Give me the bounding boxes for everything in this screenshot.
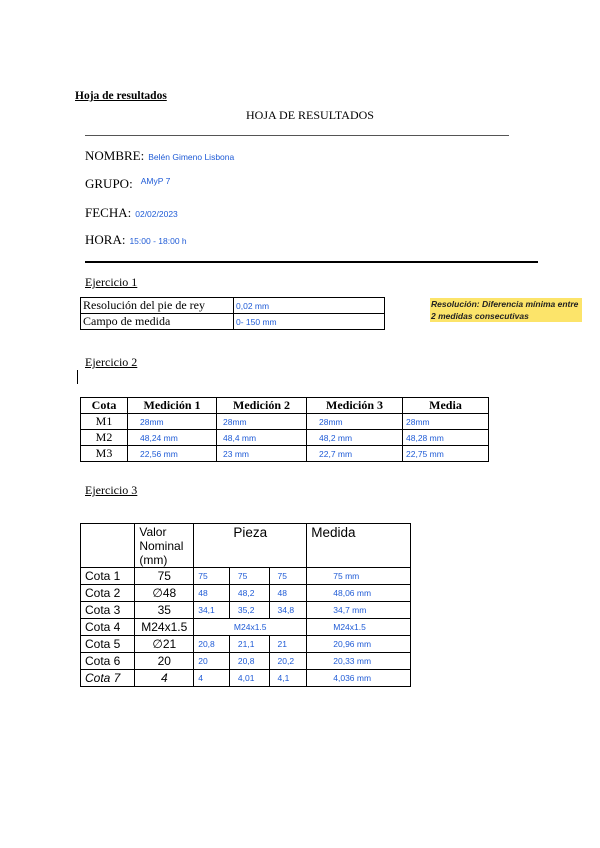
table-cell-label: Resolución del pie de rey (81, 298, 234, 314)
ejercicio3-title: Ejercicio 3 (85, 483, 138, 497)
pieza-value: 21 (269, 636, 307, 653)
nominal-value: 75 (135, 568, 194, 585)
medida-value: 48,06 mm (307, 585, 411, 602)
cota-cell: M3 (81, 446, 128, 462)
field-label: GRUPO: (85, 176, 133, 191)
nominal-value: 20 (135, 653, 194, 670)
pieza-value: 4,01 (229, 670, 269, 687)
value-cell: 23 mm (217, 446, 307, 462)
pieza-value: 21,1 (229, 636, 269, 653)
pieza-merged-value: M24x1.5 (194, 619, 307, 636)
nominal-value: ∅21 (135, 636, 194, 653)
pieza-value: 48,2 (229, 585, 269, 602)
value-cell: 28mm (307, 414, 403, 430)
table-row (81, 602, 411, 619)
value-cell: 48,2 mm (307, 430, 403, 446)
field-value: 15:00 - 18:00 h (129, 236, 187, 246)
medida-header: Medida (307, 524, 411, 568)
field-nombre (85, 147, 234, 165)
medida-value: 34,7 mm (307, 602, 411, 619)
cota-label: Cota 7 (81, 670, 135, 687)
value-cell: 22,75 mm (403, 446, 489, 462)
field-value: AMyP 7 (140, 176, 171, 186)
pieza-value: 48 (194, 585, 230, 602)
header-divider (85, 261, 538, 263)
text-cursor (77, 370, 78, 384)
resolution-table (80, 297, 385, 330)
pieza-value: 34,8 (269, 602, 307, 619)
cota-cell: M2 (81, 430, 128, 446)
table-row (81, 414, 489, 430)
pieza-value: 20,8 (194, 636, 230, 653)
cota-cell: M1 (81, 414, 128, 430)
medida-value: 20,96 mm (307, 636, 411, 653)
table-row (81, 670, 411, 687)
table-row (81, 619, 411, 636)
table-row (81, 430, 489, 446)
pieza-value: 34,1 (194, 602, 230, 619)
table-header-row (81, 398, 489, 414)
pieza-value: 20,8 (229, 653, 269, 670)
pieza-value: 48 (269, 585, 307, 602)
value-cell: 28mm (217, 414, 307, 430)
field-hora (85, 231, 187, 249)
top-divider (85, 135, 509, 136)
value-cell: 28mm (403, 414, 489, 430)
measurements-table (80, 397, 489, 462)
nominal-value: 4 (135, 670, 194, 687)
medida-value: 4,036 mm (307, 670, 411, 687)
nominal-header: Valor Nominal (mm) (135, 524, 194, 568)
column-header: Medición 1 (128, 398, 217, 414)
page-title: HOJA DE RESULTADOS (246, 108, 374, 122)
cota-label: Cota 6 (81, 653, 135, 670)
nominal-value: M24x1.5 (135, 619, 194, 636)
value-cell: 28mm (128, 414, 217, 430)
cota-label: Cota 3 (81, 602, 135, 619)
field-grupo (85, 175, 171, 193)
medida-value: M24x1.5 (307, 619, 411, 636)
table-row (81, 585, 411, 602)
nominal-value: ∅48 (135, 585, 194, 602)
field-label: FECHA: (85, 205, 132, 220)
small-heading: Hoja de resultados (75, 90, 167, 102)
cota-label: Cota 4 (81, 619, 135, 636)
cota-label: Cota 5 (81, 636, 135, 653)
field-fecha (85, 204, 178, 222)
table-row (81, 446, 489, 462)
column-header: Medición 2 (217, 398, 307, 414)
table-row (81, 653, 411, 670)
column-header: Cota (81, 398, 128, 414)
table-cell-value: 0- 150 mm (234, 314, 385, 330)
table-header-row (81, 524, 411, 568)
pieza-header: Pieza (194, 524, 307, 568)
medida-value: 20,33 mm (307, 653, 411, 670)
column-header: Medición 3 (307, 398, 403, 414)
pieza-value: 75 (269, 568, 307, 585)
table-row (81, 314, 385, 330)
value-cell: 22,7 mm (307, 446, 403, 462)
ejercicio2-title: Ejercicio 2 (85, 355, 138, 369)
pieza-value: 35,2 (229, 602, 269, 619)
value-cell: 48,24 mm (128, 430, 217, 446)
pieza-value: 75 (194, 568, 230, 585)
table-cell-value: 0,02 mm (234, 298, 385, 314)
table-row (81, 636, 411, 653)
pieza-value: 20 (194, 653, 230, 670)
ejercicio1-title: Ejercicio 1 (85, 275, 138, 289)
pieza-table (80, 523, 411, 687)
medida-value: 75 mm (307, 568, 411, 585)
pieza-value: 20,2 (269, 653, 307, 670)
value-cell: 48,4 mm (217, 430, 307, 446)
nominal-value: 35 (135, 602, 194, 619)
field-label: HORA: (85, 232, 126, 247)
resolution-note: Resolución: Diferencia mínima entre 2 medidas consecutivas (430, 298, 582, 322)
value-cell: 48,28 mm (403, 430, 489, 446)
field-value: Belén Gimeno Lisbona (148, 152, 235, 162)
value-cell: 22,56 mm (128, 446, 217, 462)
field-label: NOMBRE: (85, 148, 145, 163)
pieza-value: 4 (194, 670, 230, 687)
pieza-value: 75 (229, 568, 269, 585)
empty-header-cell (81, 524, 135, 568)
cota-label: Cota 1 (81, 568, 135, 585)
pieza-value: 4,1 (269, 670, 307, 687)
table-row (81, 298, 385, 314)
column-header: Media (403, 398, 489, 414)
cota-label: Cota 2 (81, 585, 135, 602)
table-row (81, 568, 411, 585)
table-cell-label: Campo de medida (81, 314, 234, 330)
field-value: 02/02/2023 (135, 209, 178, 219)
